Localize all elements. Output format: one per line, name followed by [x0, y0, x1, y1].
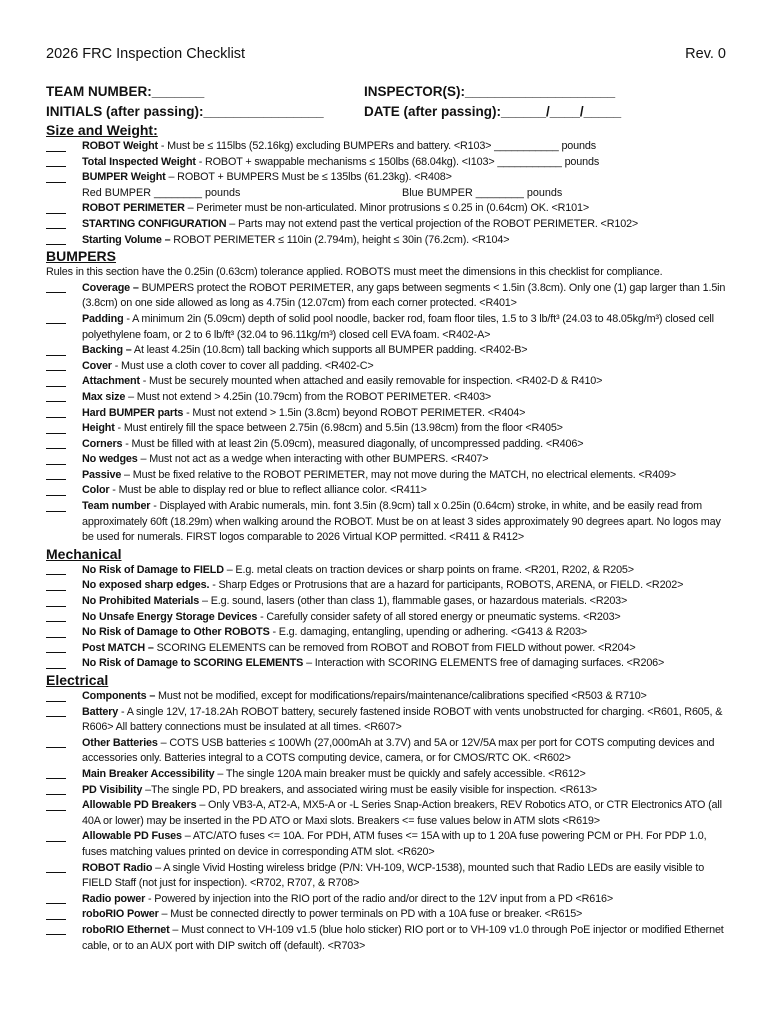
bumper-item — [46, 343, 726, 359]
bumper-item-label: No wedges — [82, 453, 138, 466]
size-weight-item-text — [82, 201, 726, 217]
mechanical-item-text — [82, 578, 726, 594]
electrical-item-label: Battery — [82, 705, 119, 718]
bumper-item-description: – Must not act as a wedge when interacting with other BUMPERS. <R407> — [137, 453, 489, 466]
electrical-item-description: – The single 120A main breaker must be quickly and safely accessible. <R612> — [214, 767, 586, 780]
bumper-item — [46, 406, 726, 422]
electrical-item-label: roboRIO Power — [82, 908, 159, 921]
bumper-item — [46, 499, 726, 546]
electrical-item — [46, 705, 726, 736]
bumper-item-text — [82, 437, 726, 453]
size-weight-item-description: - Must be ≤ 115lbs (52.16kg) excluding BUMPERs and battery. <R103> ___________ pounds — [157, 140, 596, 152]
bumper-item-description: - Displayed with Arabic numerals, min. font 3.5in (8.9cm) tall x 0.25in (0.64cm) stroke, in white, and be easily read from approximately 60ft (18.29m) when walking around the ROBOT. Must be on at least 3 sides approximately 90 degrees apart. No logos may be used for numerals. FIRST logos comparable to 2026 Virtual KOP permitted. <R411 & R412> — [82, 500, 721, 544]
size-weight-item-label: Starting Volume – — [82, 233, 171, 246]
electrical-item-label: roboRIO Ethernet — [82, 923, 170, 936]
electrical-title: Electrical — [46, 672, 109, 688]
bumper-item-label: Backing – — [82, 344, 132, 357]
bumper-item-description: - Must be securely mounted when attached and easily removable for inspection. <R402-D & R410> — [139, 375, 603, 388]
check-blank[interactable] — [46, 217, 82, 233]
mechanical-item-description: – E.g. metal cleats on traction devices or sharp points on frame. <R201, R202, & R205> — [223, 563, 634, 576]
check-blank[interactable] — [46, 374, 82, 390]
mechanical-item-label: No exposed sharp edges. — [82, 579, 210, 592]
bumper-item — [46, 359, 726, 375]
electrical-item — [46, 861, 726, 892]
mechanical-item-description: SCORING ELEMENTS can be removed from ROBOT and ROBOT from FIELD without power. <R204> — [153, 641, 636, 654]
bumpers-note: Rules in this section have the 0.25in (0.63cm) tolerance applied. ROBOTS must meet the dimensions in this checklist for compliance. — [46, 266, 663, 279]
checklist-page — [46, 46, 726, 954]
electrical-item — [46, 767, 726, 783]
size-weight-item — [46, 170, 726, 186]
electrical-item-text — [82, 798, 726, 829]
electrical-item-label: Allowable PD Fuses — [82, 830, 182, 843]
bumper-item-text — [82, 452, 726, 468]
mechanical-item-description: - Sharp Edges or Protrusions that are a hazard for participants, ROBOTS, ARENA, or FIELD. <R202> — [209, 579, 684, 592]
mechanical-item-label: No Risk of Damage to Other ROBOTS — [82, 626, 270, 639]
bumper-item — [46, 374, 726, 390]
electrical-item-label: Components – — [82, 690, 156, 702]
bumper-item-description: – Must not extend > 4.25in (10.79cm) from the ROBOT PERIMETER. <R403> — [125, 390, 492, 403]
check-blank[interactable] — [46, 170, 82, 186]
electrical-item-label: Main Breaker Accessibility — [82, 767, 215, 780]
check-blank[interactable] — [46, 705, 82, 736]
size-weight-item-label: ROBOT PERIMETER — [82, 202, 185, 215]
check-blank[interactable] — [46, 736, 82, 767]
electrical-item-text — [82, 907, 726, 923]
check-blank[interactable] — [46, 483, 82, 499]
bumper-item-label: Attachment — [82, 375, 140, 388]
check-blank[interactable] — [46, 578, 82, 594]
check-blank[interactable] — [46, 201, 82, 217]
electrical-item-label: PD Visibility — [82, 783, 143, 796]
size-weight-item-text — [82, 233, 726, 249]
electrical-item — [46, 923, 726, 954]
blue-bumper-weight: Blue BUMPER ________ pounds — [402, 186, 563, 199]
bumper-item — [46, 452, 726, 468]
check-blank[interactable] — [46, 233, 82, 249]
revision-label: Rev. 0 — [685, 46, 726, 62]
check-blank[interactable] — [46, 155, 82, 171]
check-blank[interactable] — [46, 610, 82, 626]
date-field: DATE (after passing):______/____/_____ — [364, 104, 622, 119]
bumper-item-text — [82, 421, 726, 437]
mechanical-item — [46, 563, 726, 579]
document-title: 2026 FRC Inspection Checklist — [46, 46, 246, 62]
mechanical-item-description: - Carefully consider safety of all stored energy or pneumatic systems. <R203> — [257, 610, 621, 623]
electrical-item-description: - Powered by injection into the RIO port of the radio and/or direct to the 12V input from a PD <R616> — [145, 892, 613, 905]
check-blank[interactable] — [46, 923, 82, 954]
mechanical-item-label: Post MATCH – — [82, 641, 154, 654]
electrical-item-label: ROBOT Radio — [82, 861, 153, 874]
bumper-item-label: Max size — [82, 390, 126, 403]
mechanical-item-text — [82, 656, 726, 672]
bumper-item-description: At least 4.25in (10.8cm) tall backing which supports all BUMPER padding. <R402-B> — [131, 344, 528, 357]
mechanical-item — [46, 594, 726, 610]
bumper-item-text — [82, 483, 726, 499]
check-blank[interactable] — [46, 499, 82, 546]
size-weight-item-text — [82, 170, 726, 186]
check-blank[interactable] — [46, 312, 82, 343]
bumper-item-label: Hard BUMPER parts — [82, 406, 184, 419]
electrical-item — [46, 829, 726, 860]
size-weight-item-description: – ROBOT + BUMPERS Must be ≤ 135lbs (61.23kg). <R408> — [165, 171, 452, 184]
check-blank[interactable] — [46, 798, 82, 829]
size-weight-item-label: Total Inspected Weight — [82, 155, 196, 168]
check-blank[interactable] — [46, 359, 82, 375]
initials-field: INITIALS (after passing):________________ — [46, 104, 324, 119]
mechanical-item — [46, 625, 726, 641]
mechanical-item-description: – Interaction with SCORING ELEMENTS free of damaging surfaces. <R206> — [303, 657, 665, 670]
bumper-item-label: Team number — [82, 500, 151, 513]
check-blank[interactable] — [46, 406, 82, 422]
bumper-item-text — [82, 468, 726, 484]
mechanical-item — [46, 641, 726, 657]
bumper-item-text — [82, 390, 726, 406]
check-blank[interactable] — [46, 829, 82, 860]
bumper-item-description: - Must be filled with at least 2in (5.09cm), measured diagonally, of uncompressed padding. <R406> — [122, 437, 584, 450]
bumper-item — [46, 390, 726, 406]
electrical-item — [46, 689, 726, 705]
electrical-item-description: – Must be connected directly to power terminals on PD with a 10A fuse or breaker. <R615> — [158, 908, 583, 921]
bumper-item-label: Coverage – — [82, 281, 139, 294]
mechanical-item-label: No Unsafe Energy Storage Devices — [82, 610, 258, 623]
electrical-item — [46, 736, 726, 767]
electrical-item — [46, 783, 726, 799]
electrical-item-label: Allowable PD Breakers — [82, 799, 197, 812]
red-bumper-weight: Red BUMPER ________ pounds — [82, 186, 241, 199]
check-blank[interactable] — [46, 689, 82, 705]
bumper-item-text — [82, 343, 726, 359]
bumper-item-label: Height — [82, 422, 115, 435]
electrical-item — [46, 907, 726, 923]
electrical-item-description: - A single 12V, 17-18.2Ah ROBOT battery, securely fastened inside ROBOT with vents unobstructed for charging. <R601, R605, & R606> All battery connections must be insulated at all times. <R607> — [82, 705, 723, 734]
size-weight-item-text — [82, 217, 726, 233]
mechanical-item-text — [82, 563, 726, 579]
electrical-item-label: Radio power — [82, 892, 146, 905]
bumper-item-description: - Must not extend > 1.5in (3.8cm) beyond ROBOT PERIMETER. <R404> — [183, 406, 526, 419]
mechanical-item-label: No Risk of Damage to FIELD — [82, 563, 224, 576]
info-row-1 — [46, 84, 726, 102]
check-blank[interactable] — [46, 767, 82, 783]
electrical-item-text — [82, 892, 726, 908]
size-weight-item-label: STARTING CONFIGURATION — [82, 217, 227, 230]
bumper-item-description: - Must entirely fill the space between 2.75in (6.98cm) and 5.5in (13.98cm) from the floor <R405> — [114, 422, 563, 435]
size-weight-item-label: BUMPER Weight — [82, 171, 166, 184]
electrical-item-description: – Must connect to VH-109 v1.5 (blue holo sticker) RIO port or to VH-109 v1.0 through PoE injector or modified Ethernet cable, or to an AUX port with DIP switch off (default). <R703> — [82, 923, 724, 952]
bumper-item-text — [82, 374, 726, 390]
check-blank[interactable] — [46, 861, 82, 892]
mechanical-item — [46, 578, 726, 594]
bumper-item-description: - Must use a cloth cover to cover all padding. <R402-C> — [111, 359, 374, 372]
electrical-item-text — [82, 861, 726, 892]
bumper-item-label: Passive — [82, 468, 122, 481]
electrical-item-text — [82, 736, 726, 767]
size-weight-item-text — [82, 139, 726, 155]
check-blank[interactable] — [46, 390, 82, 406]
info-row-2 — [46, 104, 726, 122]
size-weight-item-label: ROBOT Weight — [82, 140, 158, 152]
electrical-item-text — [82, 689, 726, 705]
bumper-item-label: Cover — [82, 359, 112, 372]
bumper-item-description: - A minimum 2in (5.09cm) depth of solid pool noodle, backer rod, foam floor tiles, 1.5 to 3 lb/ft³ (24.03 to 48.05kg/m³) closed cell polyethylene foam, or 2 to 6 lb/ft³ (32.04 to 96.11kg/m³) closed cell EVA foam. <R402-A> — [82, 312, 714, 341]
electrical-item-description: –The single PD, PD breakers, and associated wiring must be easily visible for inspection. <R613> — [142, 783, 598, 796]
electrical-item-description: – ATC/ATO fuses <= 10A. For PDH, ATM fuses <= 15A with up to 1 20A fuse powering PCM or PH. For PDP 1.0, fuses matching values printed on device in corresponding ATM slot. <R620> — [82, 830, 707, 858]
size-weight-item — [46, 233, 726, 249]
mechanical-item-label: No Risk of Damage to SCORING ELEMENTS — [82, 657, 304, 670]
check-blank[interactable] — [46, 437, 82, 453]
team-number-field: TEAM NUMBER:_______ — [46, 84, 205, 99]
mechanical-title: Mechanical — [46, 545, 122, 562]
electrical-item-text — [82, 783, 726, 799]
check-blank[interactable] — [46, 641, 82, 657]
electrical-item-text — [82, 767, 726, 783]
check-blank[interactable] — [46, 139, 82, 155]
bumper-item — [46, 281, 726, 312]
electrical-item-label: Other Batteries — [82, 736, 158, 749]
bumper-item — [46, 421, 726, 437]
check-blank[interactable] — [46, 281, 82, 312]
bumper-item — [46, 468, 726, 484]
electrical-item — [46, 892, 726, 908]
size-weight-item — [46, 217, 726, 233]
size-weight-item — [46, 155, 726, 171]
bumper-item-description: BUMPERS protect the ROBOT PERIMETER, any gaps between segments < 1.5in (3.8cm). Only one (1) gap larger than 1.5in (3.8cm) on one side allowed as long as 4.75in (12.07cm) from each corner protected. <R401> — [82, 281, 726, 310]
bumper-item-description: – Must be fixed relative to the ROBOT PERIMETER, may not move during the MATCH, no electrical elements. <R409> — [121, 468, 677, 481]
check-blank[interactable] — [46, 452, 82, 468]
size-weight-item — [46, 201, 726, 217]
size-weight-item-description: – Perimeter must be non-articulated. Minor protrusions ≤ 0.25 in (0.64cm) OK. <R101> — [184, 202, 589, 215]
bumper-weights-row — [46, 186, 726, 202]
bumper-item-label: Corners — [82, 437, 123, 450]
bumper-item-text — [82, 499, 726, 546]
electrical-item — [46, 798, 726, 829]
mechanical-item-text — [82, 594, 726, 610]
electrical-item-description: Must not be modified, except for modifications/repairs/maintenance/calibrations specified <R503 & R710> — [155, 690, 647, 702]
size-weight-item — [46, 139, 726, 155]
size-weight-item-description: - ROBOT + swappable mechanisms ≤ 150lbs (68.04kg). <I103> ___________ pounds — [195, 155, 600, 168]
electrical-item-description: – A single Vivid Hosting wireless bridge (P/N: VH-109, WCP-1538), mounted such that Radio LEDs are easily visible to FIELD Staff (not just for inspection). <R702, R707, & R708> — [82, 861, 705, 890]
electrical-item-text — [82, 923, 726, 954]
size-weight-item-description: – Parts may not extend past the vertical projection of the ROBOT PERIMETER. <R102> — [226, 217, 639, 230]
check-blank[interactable] — [46, 907, 82, 923]
check-blank[interactable] — [46, 343, 82, 359]
mechanical-item-description: - E.g. damaging, entangling, upending or adhering. <G413 & R203> — [269, 626, 588, 639]
electrical-item-description: – COTS USB batteries ≤ 100Wh (27,000mAh at 3.7V) and 5A or 12V/5A max per port for COTS computing devices and accessories only. Batteries integral to a COTS computing device, camera, or for CMOS/RTC OK. <R602> — [82, 736, 715, 765]
bumper-item-text — [82, 406, 726, 422]
check-blank[interactable] — [46, 468, 82, 484]
mechanical-item-text — [82, 625, 726, 641]
check-blank[interactable] — [46, 892, 82, 908]
bumper-item-text — [82, 281, 726, 312]
size-weight-item-text — [82, 155, 726, 171]
check-blank[interactable] — [46, 783, 82, 799]
mechanical-item — [46, 610, 726, 626]
bumper-item-label: Padding — [82, 312, 124, 325]
check-blank[interactable] — [46, 421, 82, 437]
mechanical-item-description: – E.g. sound, lasers (other than class 1), flammable gases, or hazardous materials. <R203> — [199, 595, 628, 608]
inspectors-field: INSPECTOR(S):____________________ — [364, 84, 616, 99]
bumper-item — [46, 437, 726, 453]
bumper-item-description: - Must be able to display red or blue to reflect alliance color. <R411> — [109, 484, 427, 497]
check-blank[interactable] — [46, 625, 82, 641]
document-header — [46, 46, 726, 66]
bumper-item-text — [82, 312, 726, 343]
bumper-item-label: Color — [82, 484, 110, 497]
mechanical-item-label: No Prohibited Materials — [82, 595, 200, 608]
electrical-item-text — [82, 705, 726, 736]
size-weight-item-description: ROBOT PERIMETER ≤ 110in (2.794m), height ≤ 30in (76.2cm). <R104> — [170, 233, 510, 246]
electrical-item-description: – Only VB3-A, AT2-A, MX5-A or -L Series Snap-Action breakers, REV Robotics ATO, or CTR Electronics ATO (all 40A or lower) may be inserted in the PD ATO or Maxi slots. Breakers <= fuse values below in ATM slots <R619> — [82, 799, 722, 827]
size-weight-title: Size and Weight: — [46, 122, 158, 138]
check-blank[interactable] — [46, 594, 82, 610]
check-blank[interactable] — [46, 656, 82, 672]
bumper-item-text — [82, 359, 726, 375]
check-blank[interactable] — [46, 563, 82, 579]
bumper-item — [46, 483, 726, 499]
bumper-item — [46, 312, 726, 343]
mechanical-item-text — [82, 610, 726, 626]
electrical-item-text — [82, 829, 726, 860]
bumpers-title: BUMPERS — [46, 248, 117, 265]
mechanical-item — [46, 656, 726, 672]
mechanical-item-text — [82, 641, 726, 657]
